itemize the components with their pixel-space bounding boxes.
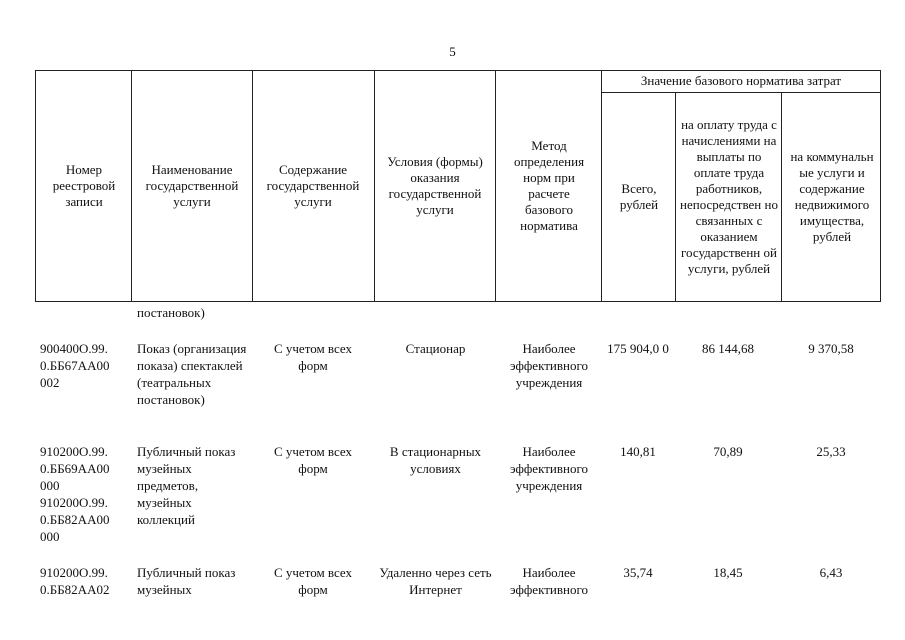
utilities-value: 9 370,58 <box>808 341 854 356</box>
method: Наиболее эффективного учреждения <box>510 444 588 493</box>
carryover-text: постановок) <box>137 305 205 320</box>
utilities-value: 25,33 <box>816 444 846 459</box>
header-total: Всего, рублей <box>619 181 659 212</box>
col-border <box>374 70 375 302</box>
col-border <box>675 92 676 302</box>
total-value: 35,74 <box>623 565 653 580</box>
header-service-name: Наименование государственной услуги <box>145 162 239 209</box>
record-number: 910200О.99. 0.ББ69АА00 000 910200О.99. 0.ББ82АА00 000 <box>40 444 110 544</box>
header-service-conditions: Условия (формы) оказания государственной услуги <box>387 154 483 217</box>
header-table <box>35 70 881 302</box>
record-number: 910200О.99. 0.ББ82АА02 <box>40 565 110 597</box>
total-value: 140,81 <box>620 444 656 459</box>
col-border <box>495 70 496 302</box>
service-content: С учетом всех форм <box>273 565 353 597</box>
labor-value: 18,45 <box>713 565 743 580</box>
col-border <box>601 70 602 302</box>
service-content: С учетом всех форм <box>273 341 353 373</box>
header-norm-group: Значение базового норматива затрат <box>640 73 842 88</box>
service-name: Публичный показ музейных предметов, музейных коллекций <box>137 444 236 527</box>
record-number: 900400О.99. 0.ББ67АА00 002 <box>40 341 110 390</box>
header-record-number: Номер реестровой записи <box>52 162 116 209</box>
page-number: 5 <box>449 44 456 59</box>
header-labor-costs: на оплату труда с начислениями на выплаты по оплате труда работников, непосредствен но связанных с оказанием государственн ой услуги, рублей <box>680 117 778 276</box>
col-border <box>880 70 881 302</box>
col-border <box>252 70 253 302</box>
service-name: Показ (организация показа) спектаклей (театральных постановок) <box>137 341 247 407</box>
col-border <box>781 92 782 302</box>
header-service-content: Содержание государственной услуги <box>266 162 360 209</box>
method: Наиболее эффективного <box>510 565 588 597</box>
utilities-value: 6,43 <box>819 565 843 580</box>
labor-value: 70,89 <box>713 444 743 459</box>
method: Наиболее эффективного учреждения <box>510 341 588 390</box>
service-conditions: Удаленно через сеть Интернет <box>379 565 492 597</box>
header-method: Метод определения норм при расчете базового норматива <box>513 138 585 233</box>
service-name: Публичный показ музейных <box>137 565 236 597</box>
col-border <box>35 70 36 302</box>
total-value: 175 904,0 0 <box>607 341 669 356</box>
service-conditions: В стационарных условиях <box>389 444 482 476</box>
service-content: С учетом всех форм <box>273 444 353 476</box>
service-conditions: Стационар <box>405 341 466 356</box>
labor-value: 86 144,68 <box>702 341 754 356</box>
header-utilities: на коммунальн ые услуги и содержание недвижимого имущества, рублей <box>790 149 874 244</box>
col-border <box>131 70 132 302</box>
